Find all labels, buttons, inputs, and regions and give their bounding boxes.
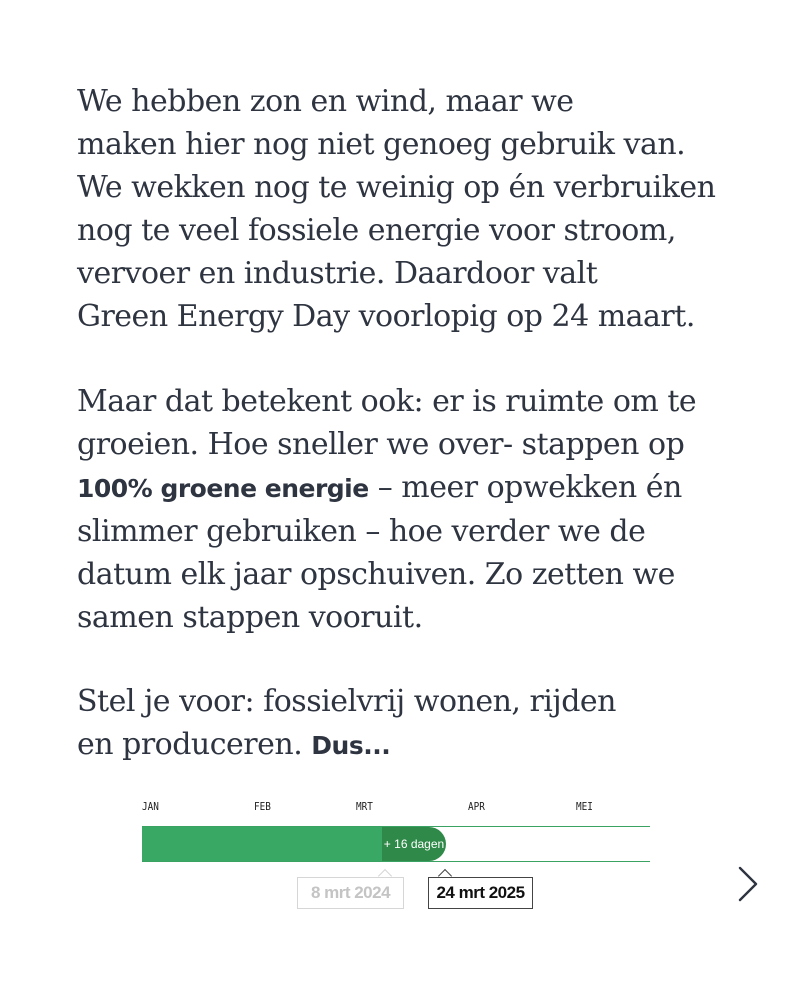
text-line bbox=[77, 466, 767, 510]
text-line: datum elk jaar opschuiven. Zo zetten we bbox=[77, 557, 675, 592]
intro-paragraph bbox=[77, 80, 767, 338]
chevron-right-icon bbox=[737, 866, 759, 902]
dus-emphasis: Dus... bbox=[311, 731, 391, 760]
month-label-mei: MEI bbox=[576, 800, 593, 813]
difference-badge: + 16 dagen bbox=[382, 827, 446, 861]
text-line: We hebben zon en wind, maar we bbox=[77, 84, 574, 119]
text-fragment: – meer opwekken én bbox=[368, 470, 682, 505]
track-bottom-line bbox=[142, 861, 650, 862]
growth-paragraph bbox=[77, 380, 767, 639]
text-line: We wekken nog te weinig op én verbruiken bbox=[77, 170, 716, 205]
text-line: vervoer en industrie. Daardoor valt bbox=[77, 256, 598, 291]
previous-date-label: 8 mrt 2024 bbox=[297, 877, 404, 909]
text-line bbox=[77, 723, 767, 767]
green-energy-day-timeline bbox=[142, 795, 650, 915]
green-energy-emphasis: 100% groene energie bbox=[77, 474, 369, 503]
month-label-feb: FEB bbox=[254, 800, 271, 813]
text-line: Green Energy Day voorlopig op 24 maart. bbox=[77, 299, 695, 334]
next-slide-button[interactable] bbox=[728, 862, 768, 906]
text-line: maken hier nog niet genoeg gebruik van. bbox=[77, 127, 686, 162]
text-line: slimmer gebruiken – hoe verder we de bbox=[77, 514, 646, 549]
month-label-apr: APR bbox=[468, 800, 485, 813]
text-fragment: en produceren. bbox=[77, 727, 312, 762]
month-label-mrt: MRT bbox=[356, 800, 373, 813]
text-line: Stel je voor: fossielvrij wonen, rijden bbox=[77, 684, 616, 719]
text-line: Maar dat betekent ook: er is ruimte om te bbox=[77, 384, 697, 419]
text-line: samen stappen vooruit. bbox=[77, 600, 423, 635]
progress-fill bbox=[142, 827, 382, 861]
current-date-label: 24 mrt 2025 bbox=[428, 877, 533, 909]
imagine-paragraph bbox=[77, 680, 767, 767]
text-line: nog te veel fossiele energie voor stroom, bbox=[77, 213, 676, 248]
text-line: groeien. Hoe sneller we over- stappen op bbox=[77, 427, 685, 462]
month-label-jan: JAN bbox=[142, 800, 159, 813]
